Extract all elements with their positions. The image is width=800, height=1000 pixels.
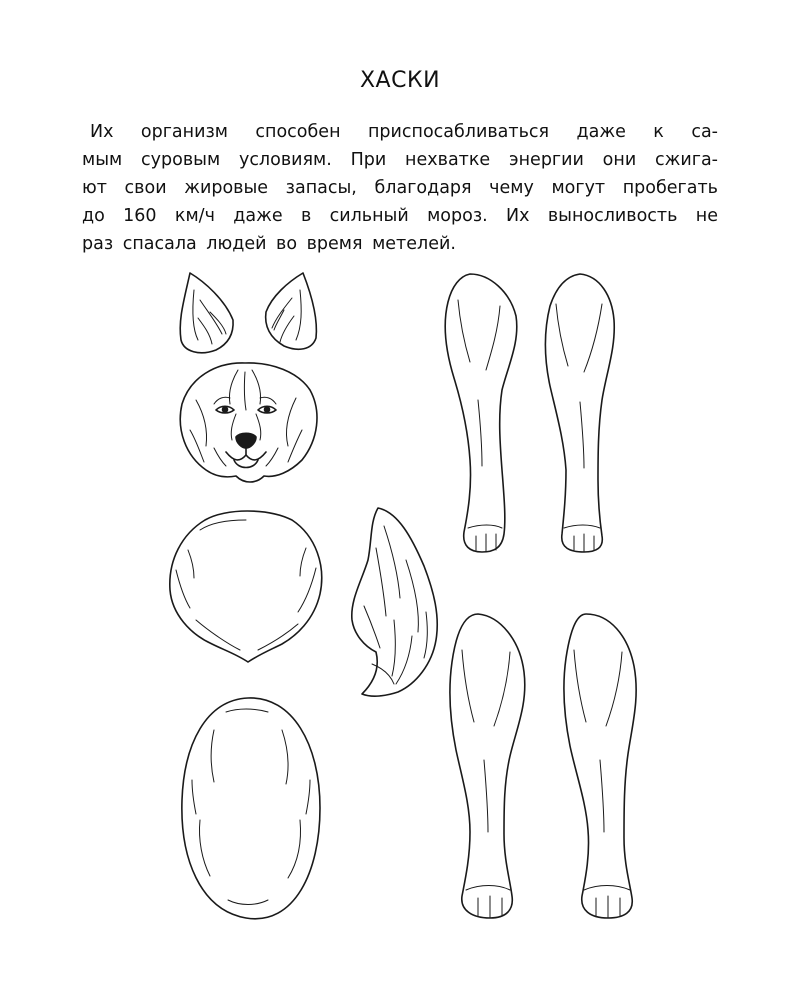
- right-ear-part: [266, 273, 317, 349]
- front-leg-right-part: [546, 274, 615, 552]
- body-part: [182, 698, 320, 919]
- paragraph-line: мым суровым условиям. При нехватке энергии они сжига-: [82, 150, 718, 170]
- paragraph-line: ют свои жировые запасы, благодаря чему могут пробегать: [82, 178, 718, 198]
- left-ear-part: [180, 273, 233, 353]
- hind-leg-right-part: [564, 614, 636, 918]
- hind-leg-left-part: [450, 614, 525, 918]
- tail-part: [352, 508, 437, 696]
- front-leg-left-part: [445, 274, 517, 552]
- head-part: [180, 363, 317, 482]
- chest-part: [170, 511, 322, 662]
- paragraph-line: Их организм способен приспосабливаться даже к са-: [90, 122, 718, 142]
- paragraph-line: раз спасала людей во время метелей.: [82, 234, 456, 254]
- page-title: ХАСКИ: [359, 68, 441, 93]
- paragraph-line: до 160 км/ч даже в сильный мороз. Их выносливость не: [82, 206, 718, 226]
